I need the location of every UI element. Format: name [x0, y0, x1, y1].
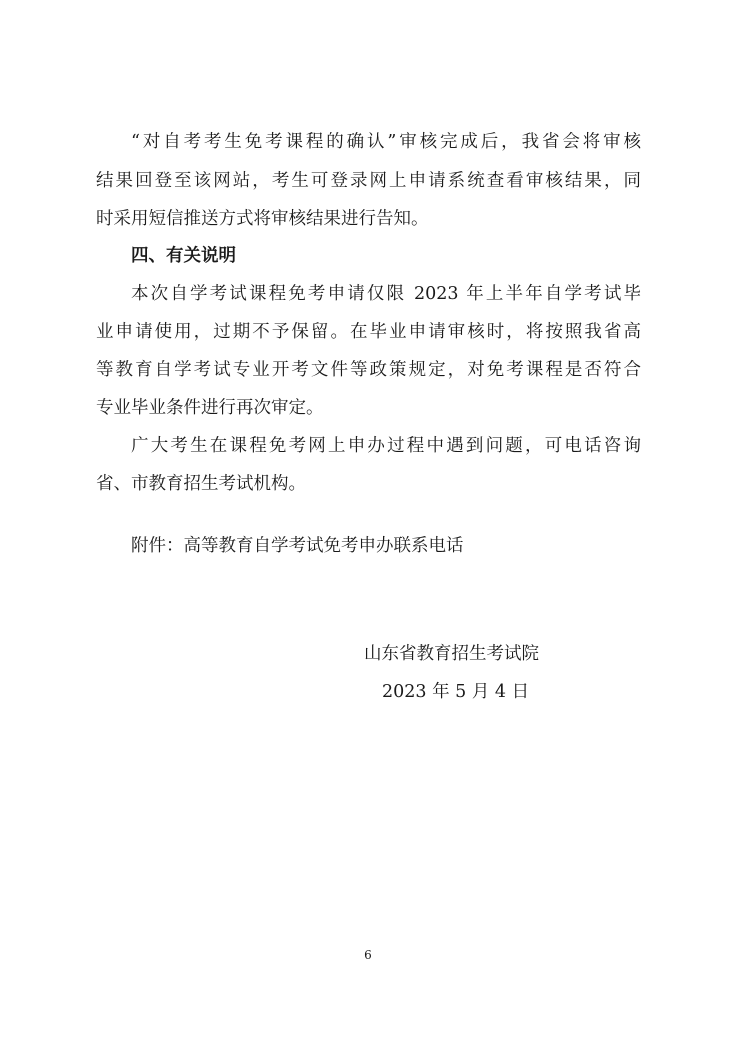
- paragraph-line: 时采用短信推送方式将审核结果进行告知。: [96, 209, 429, 229]
- paragraph-line: 专业毕业条件进行再次审定。: [96, 398, 324, 418]
- page-number: 6: [364, 948, 372, 962]
- paragraph-line: 结果回登至该网站，考生可登录网上申请系统查看审核结果，同: [96, 171, 641, 191]
- paragraph-line: 省、市教育招生考试机构。: [96, 474, 306, 494]
- paragraph-line: 本次自学考试课程免考申请仅限 2023 年上半年自学考试毕: [131, 284, 641, 304]
- issue-date: 2023 年 5 月 4 日: [382, 682, 530, 702]
- paragraph-line: 广大考生在课程免考网上申办过程中遇到问题，可电话咨询: [131, 436, 641, 456]
- section-heading: 四、有关说明: [131, 246, 236, 266]
- issuing-organization: 山东省教育招生考试院: [364, 644, 539, 664]
- paragraph-line: 业申请使用，过期不予保留。在毕业申请审核时，将按照我省高: [96, 322, 641, 342]
- paragraph-line: “对自考考生免考课程的确认”审核完成后，我省会将审核: [131, 132, 641, 152]
- attachment-line: 附件：高等教育自学考试免考申办联系电话: [131, 536, 464, 556]
- paragraph-line: 等教育自学考试专业开考文件等政策规定，对免考课程是否符合: [96, 360, 641, 380]
